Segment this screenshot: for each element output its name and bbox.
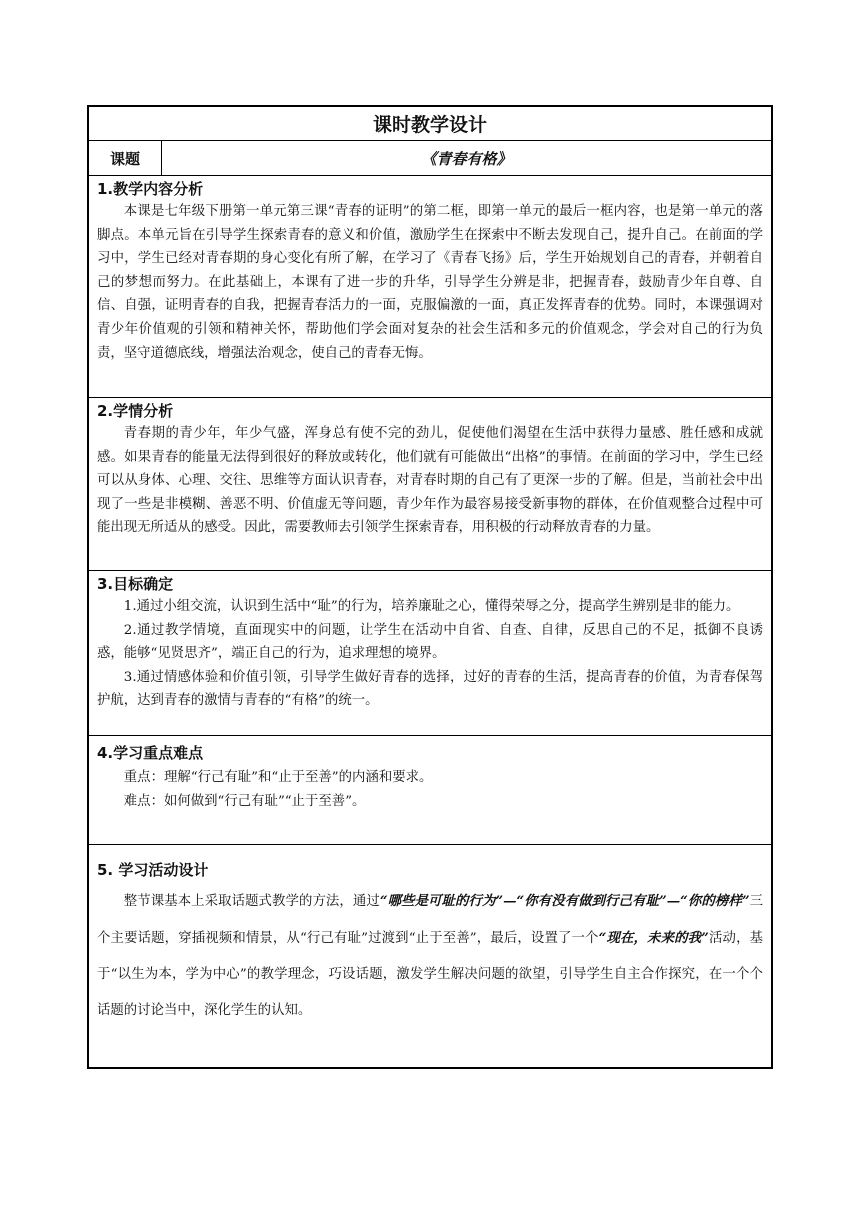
section-paragraph: 青春期的青少年，年少气盛，浑身总有使不完的劲儿，促使他们渴望在生活中获得力量感、胜任感和成就感。如果青春的能量无法得到很好的释放或转化，他们就有可能做出“出格”的事情。在前面的学习中，学生已经可以从身体、心理、交往、思维等方面认识青春，对青春时期的自己有了更深一步的了解。但是，当前社会中出现了一些是非模糊、善恶不明、价值虚无等问题，青少年作为最容易接受新事物的群体，在价值观整合过程中可能出现无所适从的感受。因此，需要教师去引领学生探索青春，用积极的行动释放青春的力量。 <box>97 426 763 536</box>
lesson-design-table <box>87 105 773 1069</box>
emphasis-activity: “现在，未来的我” <box>598 930 709 946</box>
document-title: 课时教学设计 <box>89 107 771 141</box>
section-learner-analysis <box>89 398 771 571</box>
section-title: 4.学习重点难点 <box>97 744 204 762</box>
section-paragraph: 本课是七年级下册第一单元第三课“青春的证明”的第二框，即第一单元的最后一框内容，也是第一单元的落脚点。本单元旨在引导学生探索青春的意义和价值，激励学生在探索中不断去发现自己，提升自己。在前面的学习中，学生已经对青春期的身心变化有所了解，在学习了《青春飞扬》后，学生开始规划自己的青春，并朝着自己的梦想而努力。在此基础上，本课有了进一步的升华，引导学生分辨是非，把握青春，鼓励青少年自尊、自信、自强，证明青春的自我，把握青春活力的一面，克服偏激的一面，真正发挥青春的优势。同时，本课强调对青少年价值观的引领和精神关怀，帮助他们学会面对复杂的社会生活和多元的价值观念，学会对自己的行为负责，坚守道德底线，增强法治观念，使自己的青春无悔。 <box>97 204 763 361</box>
section-title: 1.教学内容分析 <box>97 180 204 198</box>
objective-item: 1.通过小组交流，认识到生活中“耻”的行为，培养廉耻之心，懂得荣辱之分，提高学生辨别是非的能力。 <box>123 599 740 614</box>
difficult-point: 难点：如何做到“行己有耻”“止于至善”。 <box>123 793 366 809</box>
topic-value: 《青春有格》 <box>421 149 512 168</box>
section-key-points <box>89 736 771 845</box>
topic-row <box>89 141 771 176</box>
section-title: 5. 学习活动设计 <box>97 861 209 879</box>
section-activity-design <box>89 845 771 1067</box>
section-objectives <box>89 571 771 736</box>
text-run: 三个主要话题，穿插视频和情景，从“行己有耻”过渡到“止于至善”，最后，设置了一个 <box>97 894 764 946</box>
key-point: 重点：理解“行己有耻”和“止于至善”的内涵和要求。 <box>123 770 433 785</box>
section-title: 3.目标确定 <box>97 575 174 593</box>
objective-item: 3.通过情感体验和价值引领，引导学生做好青春的选择，过好的青春的生活，提高青春的价值，为青春保驾护航，达到青春的激情与青春的“有格”的统一。 <box>97 669 763 709</box>
objective-item: 2.通过教学情境，直面现实中的问题，让学生在活动中自省、自查、自律，反思自己的不足，抵御不良诱惑，能够“见贤思齐”，端正自己的行为，追求理想的境界。 <box>97 622 763 662</box>
emphasis-topics: “哪些是可耻的行为”—“你有没有做到行己有耻”—“你的榜样” <box>379 893 750 909</box>
text-run: 活动，基于“以生为本，学为中心”的教学理念，巧设话题，激发学生解决问题的欲望，引导学生自主合作探究，在一个个话题的讨论当中，深化学生的认知。 <box>97 931 764 1018</box>
section-content-analysis <box>89 176 771 398</box>
text-run: 整节课基本上采取话题式教学的方法，通过 <box>123 894 380 909</box>
topic-label: 课题 <box>89 141 162 175</box>
section-title: 2.学情分析 <box>97 402 174 420</box>
section-paragraph <box>97 883 763 1029</box>
